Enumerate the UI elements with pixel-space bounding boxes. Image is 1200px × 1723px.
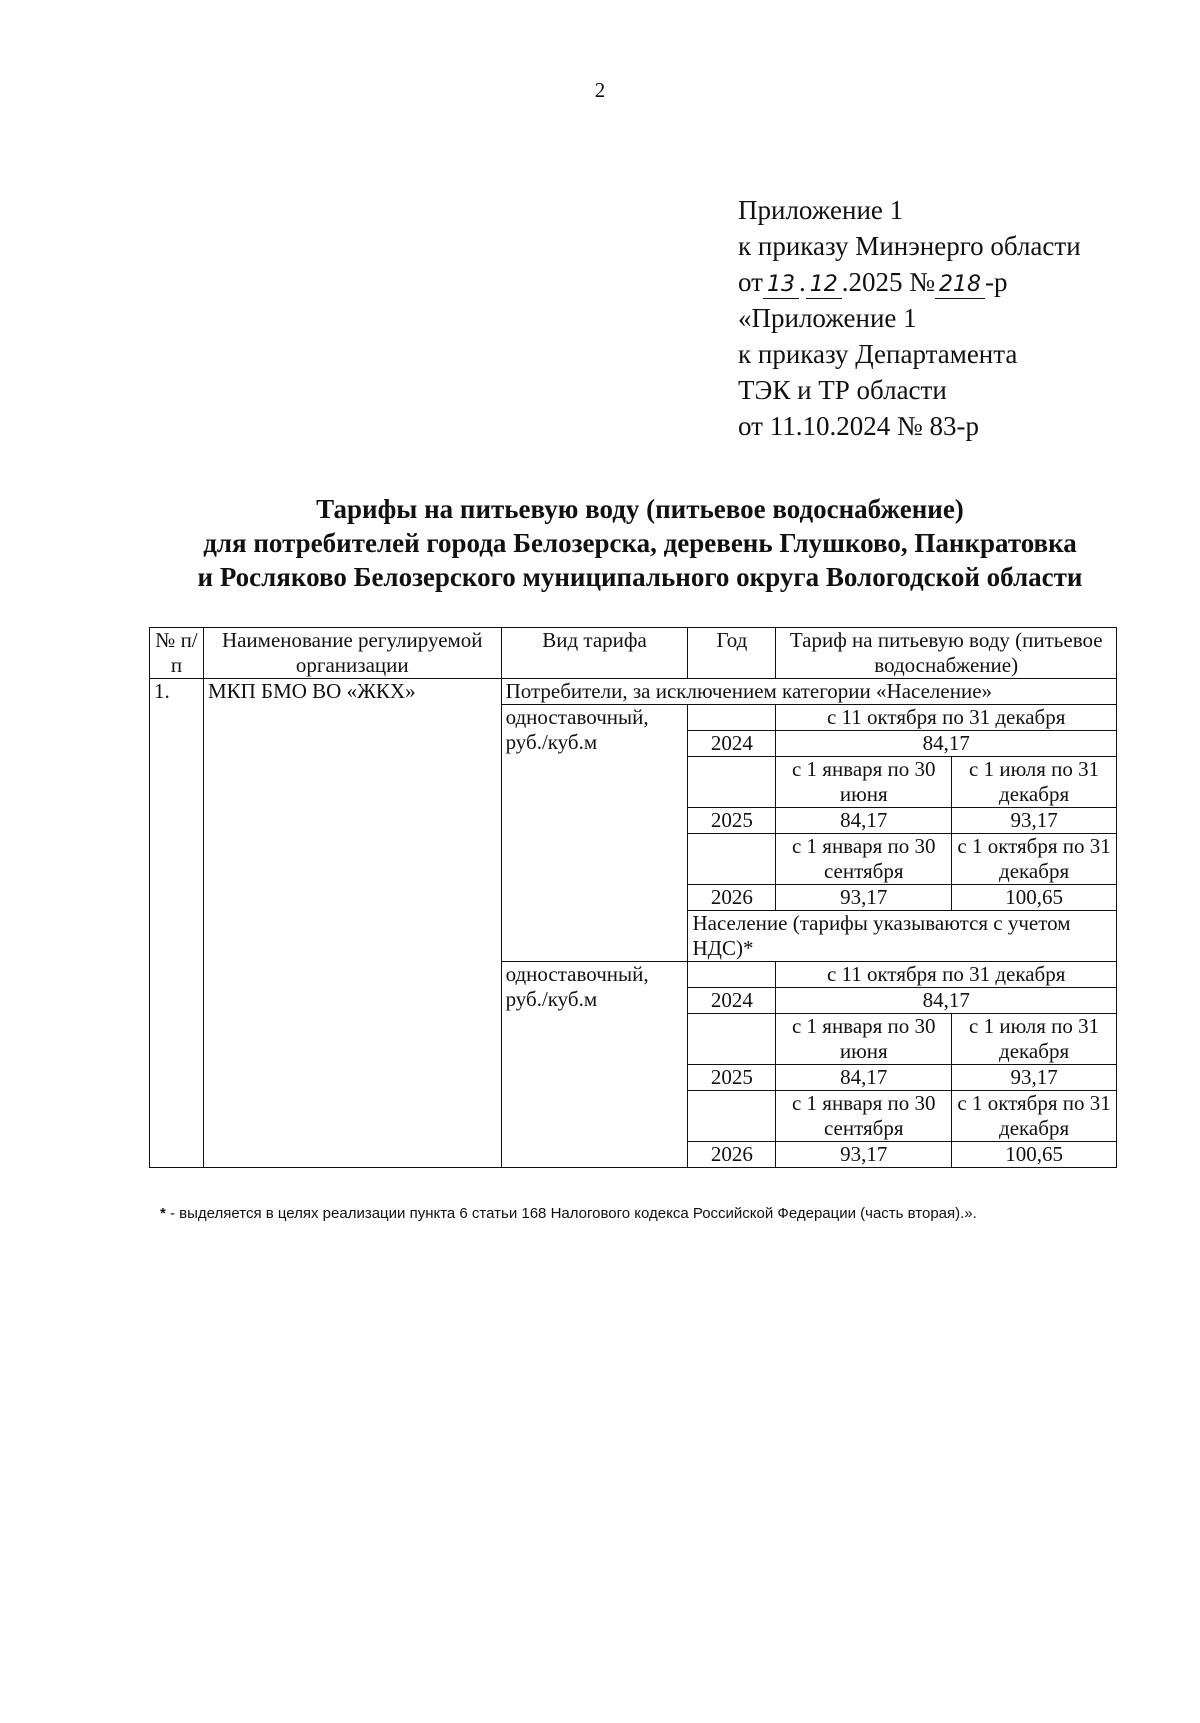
header-num: № п/п: [150, 628, 204, 679]
title-line: Тарифы на питьевую воду (питьевое водоснабжение): [316, 494, 964, 524]
period-cell: с 1 октября по 31 декабря: [952, 1091, 1117, 1142]
period-cell: с 1 июля по 31 декабря: [952, 757, 1117, 808]
year-cell: 2026: [688, 885, 776, 911]
header-organization: Наименование регулируемой организации: [203, 628, 501, 679]
value-cell: 93,17: [952, 808, 1117, 834]
year-cell: 2026: [688, 1142, 776, 1168]
header-tariff-type: Вид тарифа: [501, 628, 688, 679]
handwritten-day: 13: [763, 272, 799, 299]
year-cell: 2025: [688, 808, 776, 834]
appendix-block: [738, 192, 1081, 444]
value-cell: 84,17: [776, 808, 952, 834]
appendix-line: к приказу Департамента: [738, 339, 1018, 369]
appendix-line: от 11.10.2024 № 83-р: [738, 411, 979, 441]
category-label: Потребители, за исключением категории «Население»: [501, 679, 1116, 705]
period-cell: с 1 октября по 31 декабря: [952, 834, 1117, 885]
value-cell: 84,17: [776, 1065, 952, 1091]
value-cell: 100,65: [952, 885, 1117, 911]
document-title: [140, 492, 1140, 594]
year-cell: [688, 834, 776, 885]
handwritten-month: 12: [806, 272, 842, 299]
page-number: 2: [594, 78, 606, 102]
footnote-mark: *: [160, 1205, 166, 1222]
year-cell: [688, 1091, 776, 1142]
appendix-line: Приложение 1: [738, 195, 904, 225]
year-cell: 2024: [688, 988, 776, 1014]
period-cell: с 1 января по 30 сентября: [776, 834, 952, 885]
table-header-row: [150, 628, 1117, 679]
appendix-date-year: .2025 №: [841, 267, 935, 297]
year-cell: 2024: [688, 731, 776, 757]
year-cell: [688, 962, 776, 988]
appendix-date-prefix: от: [738, 267, 763, 297]
year-cell: [688, 1014, 776, 1065]
period-cell: с 1 января по 30 сентября: [776, 1091, 952, 1142]
header-year: Год: [688, 628, 776, 679]
appendix-line: «Приложение 1: [738, 303, 917, 333]
tariff-table: [149, 627, 1117, 1168]
handwritten-order-number: 218: [935, 272, 985, 299]
value-cell: 84,17: [776, 731, 1117, 757]
period-cell: с 11 октября по 31 декабря: [776, 705, 1117, 731]
period-cell: с 11 октября по 31 декабря: [776, 962, 1117, 988]
category-label: Население (тарифы указываются с учетом НДС)*: [688, 911, 1117, 962]
year-cell: [688, 705, 776, 731]
value-cell: 100,65: [952, 1142, 1117, 1168]
appendix-order-date: от 13 . 12 .2025 № 218 -р: [738, 267, 1008, 297]
title-line: и Росляково Белозерского муниципального округа Вологодской области: [197, 562, 1083, 592]
table-row: [150, 679, 1117, 705]
header-tariff: Тариф на питьевую воду (питьевое водоснабжение): [776, 628, 1117, 679]
tariff-type: одноставочный, руб./куб.м: [501, 705, 688, 962]
year-cell: [688, 757, 776, 808]
organization-name: МКП БМО ВО «ЖКХ»: [203, 679, 501, 1168]
year-cell: 2025: [688, 1065, 776, 1091]
row-number: 1.: [150, 679, 204, 1168]
value-cell: 93,17: [776, 885, 952, 911]
tariff-type: одноставочный, руб./куб.м: [501, 962, 688, 1168]
appendix-line: ТЭК и ТР области: [738, 375, 947, 405]
period-cell: с 1 января по 30 июня: [776, 1014, 952, 1065]
appendix-date-suffix: -р: [984, 267, 1008, 297]
period-cell: с 1 января по 30 июня: [776, 757, 952, 808]
value-cell: 93,17: [776, 1142, 952, 1168]
footnote: [160, 1205, 1120, 1222]
value-cell: 93,17: [952, 1065, 1117, 1091]
title-line: для потребителей города Белозерска, деревень Глушково, Панкратовка: [203, 528, 1077, 558]
period-cell: с 1 июля по 31 декабря: [952, 1014, 1117, 1065]
footnote-text: - выделяется в целях реализации пункта 6 статьи 168 Налогового кодекса Российской Федерации (часть вторая).».: [165, 1205, 977, 1222]
appendix-line: к приказу Минэнерго области: [738, 231, 1081, 261]
value-cell: 84,17: [776, 988, 1117, 1014]
